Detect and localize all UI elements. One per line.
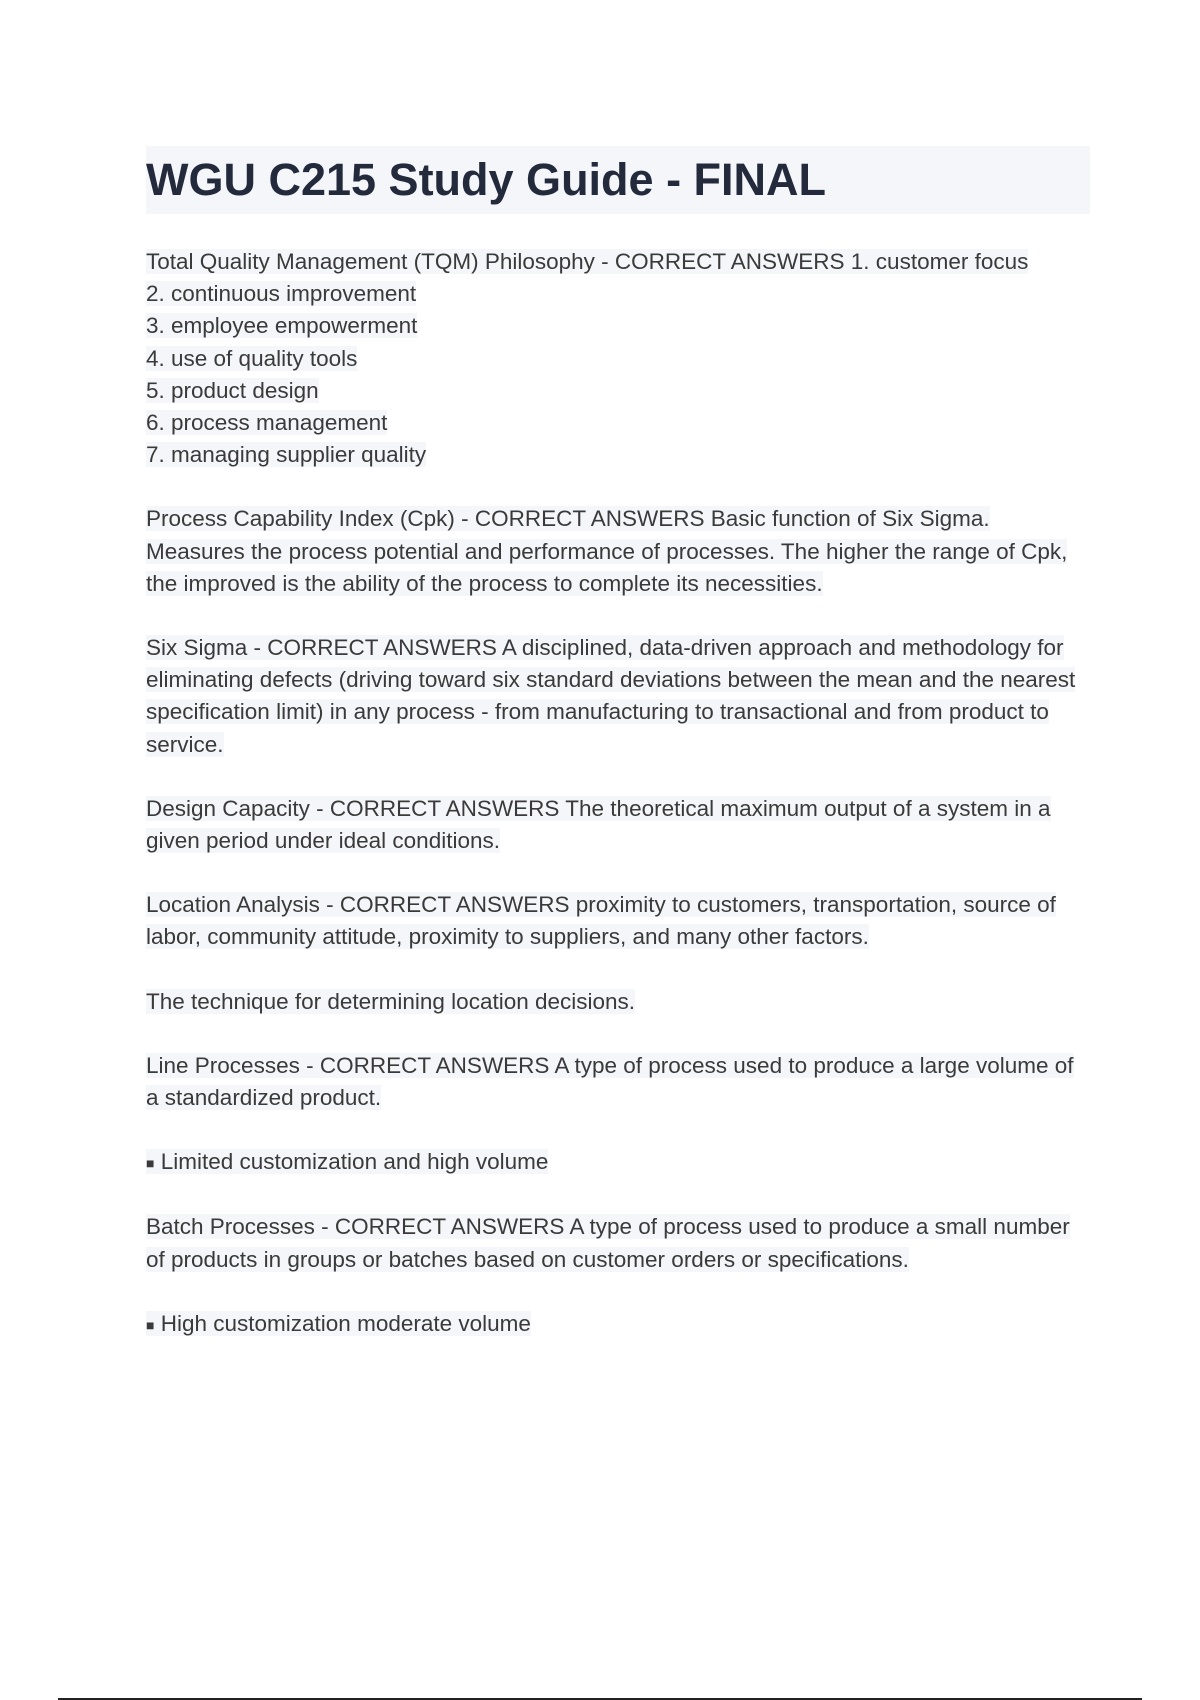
line-processes-text: Line Processes - CORRECT ANSWERS A type of process used to produce a large volume of a standardized product.: [146, 1052, 1074, 1111]
tqm-lead: Total Quality Management (TQM) Philosophy - CORRECT ANSWERS 1. customer focus: [146, 249, 1029, 274]
line-processes-paragraph: [146, 1050, 1090, 1114]
design-capacity-text: Design Capacity - CORRECT ANSWERS The theoretical maximum output of a system in a given period under ideal conditions.: [146, 795, 1051, 854]
tqm-item: 6. process management: [146, 410, 388, 436]
square-bullet-icon: ■: [146, 1155, 155, 1172]
tqm-item: 2. continuous improvement: [146, 281, 417, 307]
batch-processes-text: Batch Processes - CORRECT ANSWERS A type of process used to produce a small number of products in groups or batches based on customer orders or specifications.: [146, 1214, 1070, 1272]
six-sigma-text: Six Sigma - CORRECT ANSWERS A disciplined, data-driven approach and methodology for eliminating defects (driving toward six standard deviations between the mean and the nearest specification limit) in any process - from manufacturing to transactional and from product to service.: [146, 635, 1076, 757]
batch-processes-paragraph: [146, 1211, 1090, 1275]
design-capacity-paragraph: [146, 793, 1090, 857]
square-bullet-icon: ■: [146, 1316, 155, 1333]
six-sigma-paragraph: [146, 632, 1090, 761]
location-analysis-text: Location Analysis - CORRECT ANSWERS proximity to customers, transportation, source of labor, community attitude, proximity to suppliers, and many other factors.: [146, 892, 1056, 950]
batch-processes-bullet: [146, 1308, 1090, 1341]
location-analysis-paragraph: [146, 889, 1090, 953]
line-processes-bullet: [146, 1146, 1090, 1179]
location-technique-paragraph: [146, 986, 1090, 1018]
document-title: WGU C215 Study Guide - FINAL: [146, 146, 1090, 214]
location-technique-text: The technique for determining location decisions.: [146, 988, 636, 1014]
cpk-paragraph: [146, 503, 1090, 600]
tqm-item: 4. use of quality tools: [146, 345, 358, 371]
tqm-item: 3. employee empowerment: [146, 313, 418, 339]
tqm-item: 5. product design: [146, 377, 319, 403]
tqm-block: [146, 246, 1090, 471]
cpk-text: Process Capability Index (Cpk) - CORRECT ANSWERS Basic function of Six Sigma. Measures the process potential and performance of processes. The higher the range of Cpk, the improved is the ability of the process to complete its necessities.: [146, 506, 1068, 596]
batch-bullet-text: High customization moderate volume: [160, 1310, 531, 1336]
document-page: [146, 146, 1090, 1373]
tqm-item: 7. managing supplier quality: [146, 442, 427, 468]
line-bullet-text: Limited customization and high volume: [160, 1149, 549, 1175]
